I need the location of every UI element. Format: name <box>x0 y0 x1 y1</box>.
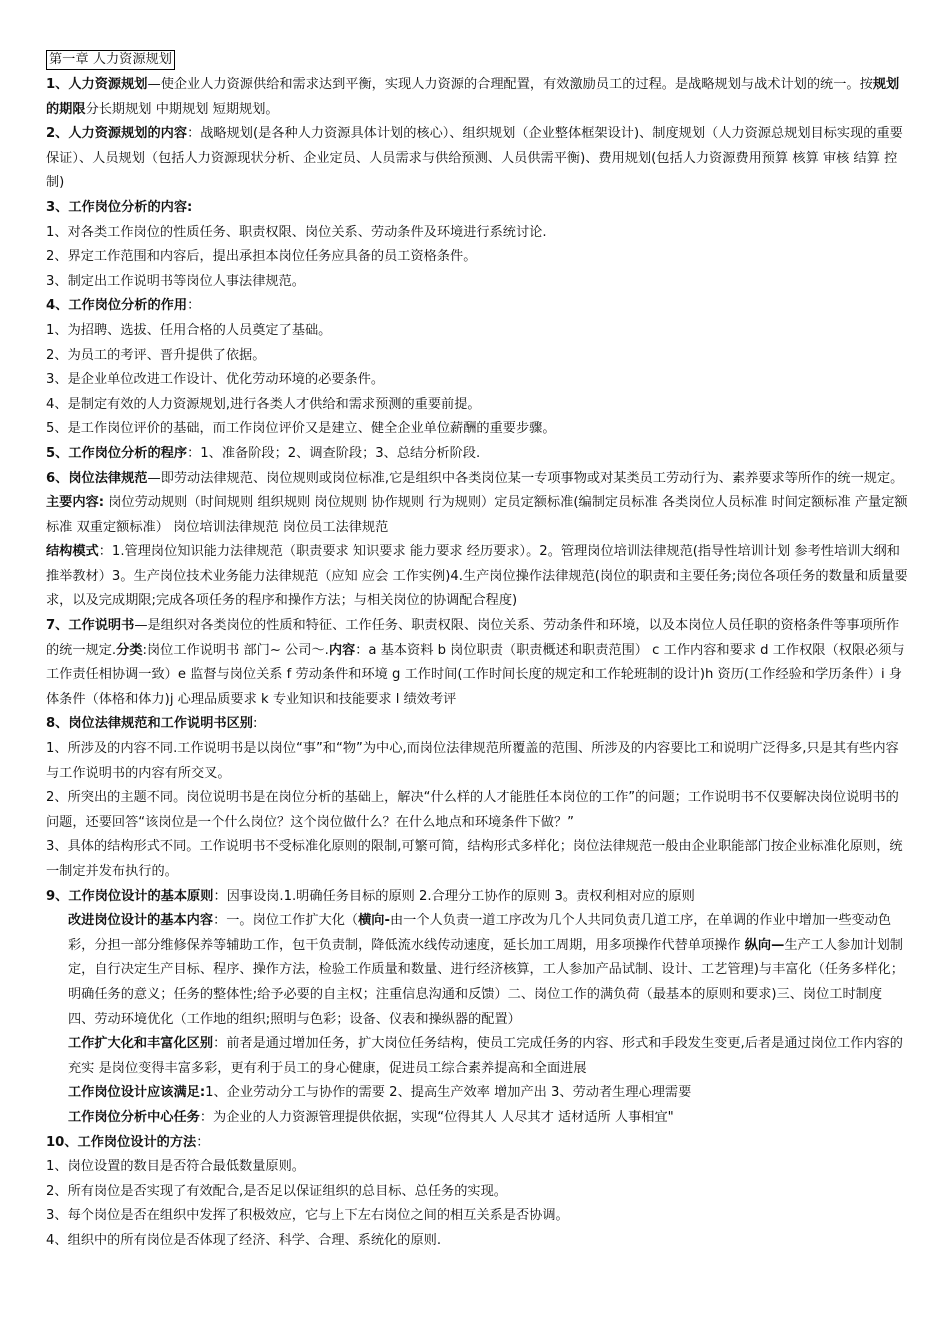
section-5: 5、工作岗位分析的程序：1、准备阶段；2、调查阶段；3、总结分析阶段. <box>46 445 481 461</box>
section-9-difference: 工作扩大化和丰富化区别：前者是通过增加任务，扩大岗位任务结构，使员工完成任务的内容、形式和手段发生变更,后者是通过岗位工作内容的充实 是岗位变得丰富多彩，更有利于员工的身心健康，促进员工综合素养提高和全面进展 <box>68 1036 903 1076</box>
chapter-title: 第一章 人力资源规划 <box>46 48 910 73</box>
section-6: 6、岗位法律规范—即劳动法律规范、岗位规则或岗位标准,它是组织中各类岗位某一专项事物或对某类员工劳动行为、素养要求等所作的统一规定。主要内容: 岗位劳动规则（时间规则 组织规则 岗位规则 协作规则 行为规则）定员定额标准(编制定员标准 各类岗位人员标准 时间定额标准 产量定额标准 双重定额标准） 岗位培训法律规范 岗位员工法律规范 <box>46 470 908 535</box>
list-item: 4、是制定有效的人力资源规划,进行各类人才供给和需求预测的重要前提。 <box>46 396 481 412</box>
section-9-core-task: 工作岗位分析中心任务：为企业的人力资源管理提供依据，实现“位得其人 人尽其才 适材适所 人事相宜" <box>68 1109 674 1125</box>
section-2: 2、人力资源规划的内容：战略规划(是各种人力资源具体计划的核心）、组织规划（企业整体框架设计)、制度规划（人力资源总规划目标实现的重要保证）、人员规划（包括人力资源现状分析、企业定员、人员需求与供给预测、人员供需平衡)、费用规划(包括人力资源费用预算 核算 审核 结算 控制) <box>46 126 903 191</box>
section-1: 1、人力资源规划—使企业人力资源供给和需求达到平衡，实现人力资源的合理配置，有效激励员工的过程。是战略规划与战术计划的统一。按规划的期限分长期规划 中期规划 短期规划。 <box>46 77 900 117</box>
section-6-structure: 结构模式：1.管理岗位知识能力法律规范（职责要求 知识要求 能力要求 经历要求）。2。管理岗位培训法律规范(指导性培训计划 参考性培训大纲和推举教材）3。生产岗位技术业务能力法律规范（应知 应会 工作实例)4.生产岗位操作法律规范(岗位的职责和主要任务;岗位各项任务的数量和质量要求，以及完成期限;完成各项任务的程序和操作方法；与相关岗位的协调配合程度) <box>46 544 908 609</box>
section-7: 7、工作说明书—是组织对各类岗位的性质和特征、工作任务、职责权限、岗位关系、劳动条件和环境，以及本岗位人员任职的资格条件等事项所作的统一规定.分类:岗位工作说明书 部门~ 公司～.内容：a 基本资料 b 岗位职责（职责概述和职责范围） c 工作内容和要求 d 工作权限（权限必须与工作责任相协调一致）e 监督与岗位关系 f 劳动条件和环境 g 工作时间(工作时间长度的规定和工作轮班制的设计)h 资历(工作经验和学历条件）i 身体条件（体格和体力)j 心理品质要求 k 专业知识和技能要求 l 绩效考评 <box>46 618 905 707</box>
list-item: 2、界定工作范围和内容后，提出承担本岗位任务应具备的员工资格条件。 <box>46 249 477 265</box>
list-item: 2、所突出的主题不同。岗位说明书是在岗位分析的基础上，解决“什么样的人才能胜任本岗位的工作”的问题；工作说明书不仅要解决岗位说明书的问题，还要回答“该岗位是一个什么岗位？这个岗位做什么？在什么地点和环境条件下做？” <box>46 790 899 830</box>
list-item: 1、所涉及的内容不同.工作说明书是以岗位“事”和“物”为中心,而岗位法律规范所覆盖的范围、所涉及的内容要比工和说明广泛得多,只是其有些内容与工作说明书的内容有所交叉。 <box>46 741 899 781</box>
list-item: 5、是工作岗位评价的基础，而工作岗位评价又是建立、健全企业单位薪酬的重要步骤。 <box>46 421 556 437</box>
section-4-title: 4、工作岗位分析的作用： <box>46 298 201 314</box>
section-9: 9、工作岗位设计的基本原则：因事设岗.1.明确任务目标的原则 2.合理分工协作的原则 3。责权利相对应的原则 <box>46 888 695 904</box>
list-item: 1、对各类工作岗位的性质任务、职责权限、岗位关系、劳动条件及环境进行系统讨论. <box>46 224 547 240</box>
list-item: 2、为员工的考评、晋升提供了依据。 <box>46 347 266 363</box>
section-3-title: 3、工作岗位分析的内容: <box>46 199 193 215</box>
list-item: 3、是企业单位改进工作设计、优化劳动环境的必要条件。 <box>46 372 385 388</box>
list-item: 3、具体的结构形式不同。工作说明书不受标准化原则的限制,可繁可简，结构形式多样化；岗位法律规范一般由企业职能部门按企业标准化原则，统一制定并发布执行的。 <box>46 839 903 879</box>
section-8-title: 8、岗位法律规范和工作说明书区别: <box>46 716 258 732</box>
list-item: 3、制定出工作说明书等岗位人事法律规范。 <box>46 273 305 289</box>
list-item: 2、所有岗位是否实现了有效配合,是否足以保证组织的总目标、总任务的实现。 <box>46 1183 507 1199</box>
list-item: 3、每个岗位是否在组织中发挥了积极效应，它与上下左右岗位之间的相互关系是否协调。 <box>46 1208 569 1224</box>
section-9-requirements: 工作岗位设计应该满足:1、企业劳动分工与协作的需要 2、提高生产效率 增加产出 3、劳动者生理心理需要 <box>68 1085 692 1101</box>
list-item: 4、组织中的所有岗位是否体现了经济、科学、合理、系统化的原则. <box>46 1232 442 1248</box>
section-10-title: 10、工作岗位设计的方法： <box>46 1134 210 1150</box>
section-9-improve: 改进岗位设计的基本内容：一。岗位工作扩大化（横向-由一个人负责一道工序改为几个人共同负责几道工序，在单调的作业中增加一些变动色彩，分担一部分维修保养等辅助工作，包干负责制，降低流水线传动速度，延长加工周期，用多项操作代替单项操作 纵向—生产工人参加计划制定，自行决定生产目标、程序、操作方法，检验工作质量和数量、进行经济核算，工人参加产品试制、设计、工艺管理)与丰富化（任务多样化；明确任务的意义；任务的整体性;给予必要的自主权；注重信息沟通和反馈）二、岗位工作的满负荷（最基本的原则和要求)三、岗位工时制度 四、劳动环境优化（工作地的组织;照明与色彩；设备、仪表和操纵器的配置） <box>68 913 904 1027</box>
list-item: 1、为招聘、选拔、任用合格的人员奠定了基础。 <box>46 322 332 338</box>
list-item: 1、岗位设置的数目是否符合最低数量原则。 <box>46 1159 305 1175</box>
